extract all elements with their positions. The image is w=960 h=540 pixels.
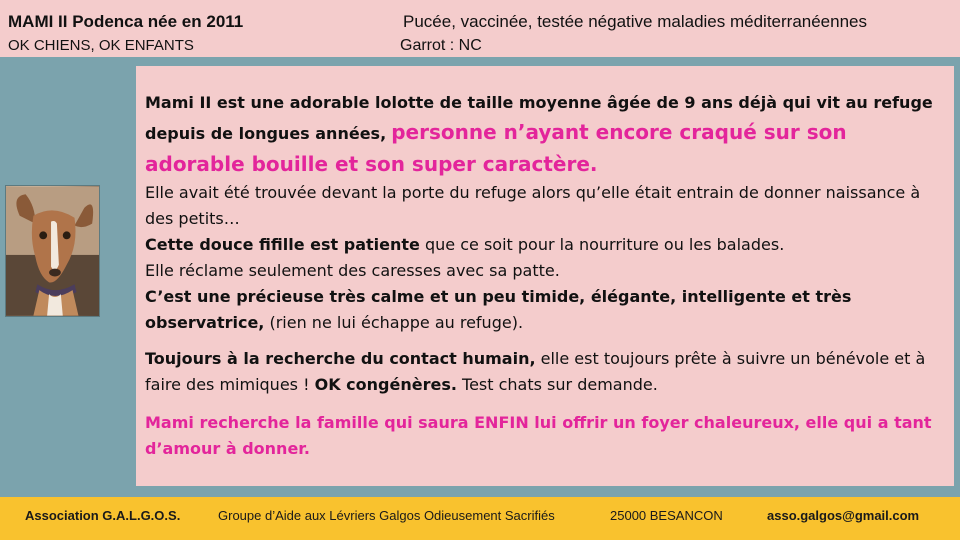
- association-city: 25000 BESANCON: [610, 508, 723, 523]
- association-name: Association G.A.L.G.O.S.: [25, 508, 181, 523]
- description-panel: [136, 66, 954, 486]
- intro-paragraph: [145, 90, 944, 180]
- cats-test: Test chats sur demande.: [462, 375, 658, 394]
- header: [0, 0, 960, 57]
- dog-name-title: MAMI II Podenca née en 2011: [8, 12, 244, 31]
- character-bold: C’est une précieuse très calme et un peu timide, élégante, intelligente et très observatrice,: [145, 287, 852, 332]
- congeneres-bold: OK congénères.: [314, 375, 457, 394]
- association-email: asso.galgos@gmail.com: [767, 508, 920, 523]
- patience-rest: que ce soit pour la nourriture ou les balades.: [424, 235, 785, 254]
- intro-highlight: personne n’ayant encore craqué sur son adorable bouille et son super caractère.: [145, 120, 847, 176]
- adoption-appeal: Mami recherche la famille qui saura ENFIN lui offrir un foyer chaleureux, elle qui a tant d’amour à donner.: [145, 413, 932, 458]
- association-description: Groupe d’Aide aux Lévriers Galgos Odieusement Sacrifiés: [218, 508, 555, 523]
- dog-photo-icon: [6, 186, 99, 316]
- health-status: Pucée, vaccinée, testée négative maladies méditerranéennes: [403, 12, 868, 31]
- found-paragraph: Elle avait été trouvée devant la porte du refuge alors qu’elle était entrain de donner naissance à des petits…: [145, 183, 921, 228]
- contact-rest: elle est toujours prête à suivre un bénévole et à faire des mimiques !: [145, 349, 926, 394]
- intro-bold: Mami II est une adorable lolotte de taille moyenne âgée de 9 ans déjà qui vit au refuge depuis de longues années,: [145, 93, 933, 143]
- caresses-paragraph: Elle réclame seulement des caresses avec sa patte.: [145, 261, 560, 280]
- character-paragraph: [145, 284, 944, 336]
- compatibility-line: OK CHIENS, OK ENFANTS: [8, 37, 194, 54]
- dog-photo: [5, 185, 100, 317]
- contact-bold: Toujours à la recherche du contact humain,: [145, 349, 536, 368]
- patience-paragraph: [145, 232, 944, 258]
- character-rest: (rien ne lui échappe au refuge).: [269, 313, 524, 332]
- patience-bold: Cette douce fifille est patiente: [145, 235, 420, 254]
- garrot-size: Garrot : NC: [400, 37, 482, 54]
- footer: [0, 497, 960, 540]
- contact-paragraph: [145, 346, 944, 398]
